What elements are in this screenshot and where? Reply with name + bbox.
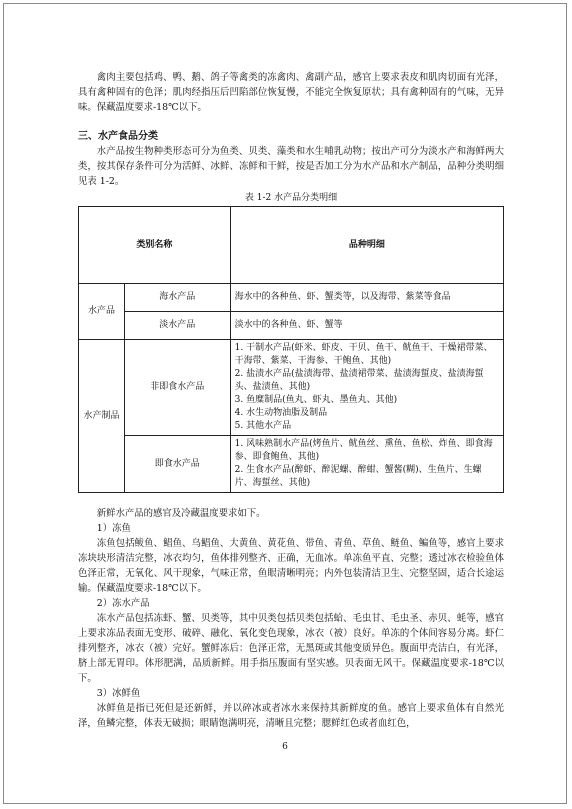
poultry-paragraph: 禽肉主要包括鸡、鸭、鹅、鸽子等禽类的冻禽肉、禽副产品，感官上要求表皮和肌肉切面有光泽，具有禽种固有的色泽；肌肉经指压后凹陷部位恢复慢，不能完全恢复原状；具有禽种固有的气味，无异味。保藏温度要求-18℃以下。 (78, 72, 504, 113)
list-item: 4. 水生动物油脂及制品 (234, 408, 328, 418)
subheading-frozen-fish: 1）冻鱼 (96, 523, 131, 534)
detail-non-ready (230, 340, 503, 436)
table-row (79, 312, 504, 340)
subheading-chilled-fish: 3）冰鲜鱼 (96, 688, 141, 699)
list-item: 1. 风味熟制水产品(烤鱼片、鱿鱼丝、熏鱼、鱼松、炸鱼、即食海参、即食鲍鱼、其他) (234, 439, 493, 462)
section-heading: 三、水产食品分类 (78, 131, 158, 142)
table-header-row (79, 207, 504, 284)
header-category: 类别名称 (79, 207, 231, 284)
group-label-processed: 水产制品 (79, 340, 125, 493)
detail-sea: 海水中的各种鱼、虾、蟹类等，以及海带、紫菜等食品 (230, 284, 503, 312)
subcategory-sea: 海水产品 (124, 284, 230, 312)
subcategory-freshwater: 淡水产品 (124, 312, 230, 340)
seafood-classification-table (78, 206, 504, 493)
detail-ready (230, 436, 503, 493)
table-row (79, 284, 504, 312)
list-item: 5. 其他水产品 (234, 421, 292, 431)
seafood-classification-paragraph: 水产品按生物种类形态可分为鱼类、贝类、藻类和水生哺乳动物；按出产可分为淡水产和海鲜两大类，按其保存条件可分为活鲜、冰鲜、冻鲜和干鲜，按是否加工分为水产品和水产制品，品种分类明细见表 1-2。 (78, 146, 504, 187)
frozen-aquatic-paragraph: 冻水产品包括冻虾、蟹、贝类等，其中贝类包括贝类包括蛤、毛虫甘、毛虫圣、赤贝、蚝等，感官上要求冻品表面无变形、破碎、融化、氧化变色现象，冰衣（被）良好。单冻的个体间容易分离。虾仁排列整齐，冰衣（被）完好。蟹鲜冻后：色泽正常，无黑斑或其他变质异色。腹面甲壳洁白，有光泽，脐上部无胃印。体形肥满，品质新鲜。用手指压腹面有坚实感。贝表面无风干。保藏温度要求-18℃以下。 (78, 613, 504, 684)
group-label-aquatic: 水产品 (79, 284, 125, 340)
subheading-frozen-aquatic: 2）冻水产品 (96, 598, 150, 609)
detail-freshwater: 淡水中的各种鱼、虾、蟹等 (230, 312, 503, 340)
list-item: 3. 鱼糜制品(鱼丸、虾丸、墨鱼丸、其他) (234, 395, 398, 405)
table-row (79, 340, 504, 436)
header-detail: 品种明细 (230, 207, 503, 284)
subcategory-ready: 即食水产品 (124, 436, 230, 493)
subcategory-non-ready: 非即食水产品 (124, 340, 230, 436)
page-number: 6 (282, 742, 288, 752)
list-item: 1. 干制水产品(虾米、虾皮、干贝、鱼干、鱿鱼干、干燥裙带菜、干海带、紫菜、干海参、干鲍鱼、其他) (234, 343, 493, 366)
list-item: 2. 生食水产品(醉虾、醉泥螺、醉蚶、蟹酱(糊)、生鱼片、生螺片、海蜇丝、其他) (234, 465, 482, 488)
fresh-intro: 新鲜水产品的感官及冷藏温度要求如下。 (96, 508, 266, 519)
list-item: 2. 盐渍水产品(盐渍海带、盐渍裙带菜、盐渍海蜇皮、盐渍海蜇头、盐渍鱼、其他) (234, 369, 484, 392)
page-content (78, 70, 504, 731)
frozen-fish-paragraph: 冻鱼包括鲅鱼、鲳鱼、乌鲳鱼、大黄鱼、黄花鱼、带鱼、青鱼、草鱼、鲢鱼、鳊鱼等，感官上要求冻块块形清洁完整，冰衣均匀，鱼体排列整齐、正确，无血冰。单冻鱼平直、完整；透过冰衣检验鱼体色泽正常，无氧化、风干现象，气味正常，鱼眼清晰明亮；内外包装清洁卫生、完整坚固，适合长途运输。保藏温度要求-18℃以下。 (78, 538, 504, 594)
table-caption: 表 1-2 水产品分类明细 (244, 193, 338, 203)
table-row (79, 436, 504, 493)
document-page (3, 3, 567, 804)
chilled-fish-paragraph: 冰鲜鱼是指已死但是还新鲜，并以碎冰或者冰水来保持其新鲜度的鱼。感官上要求鱼体有自然光泽，鱼鳞完整，体表无破损；眼睛饱满明亮，清晰且完整；腮鲜红色或者血红色， (78, 703, 504, 729)
